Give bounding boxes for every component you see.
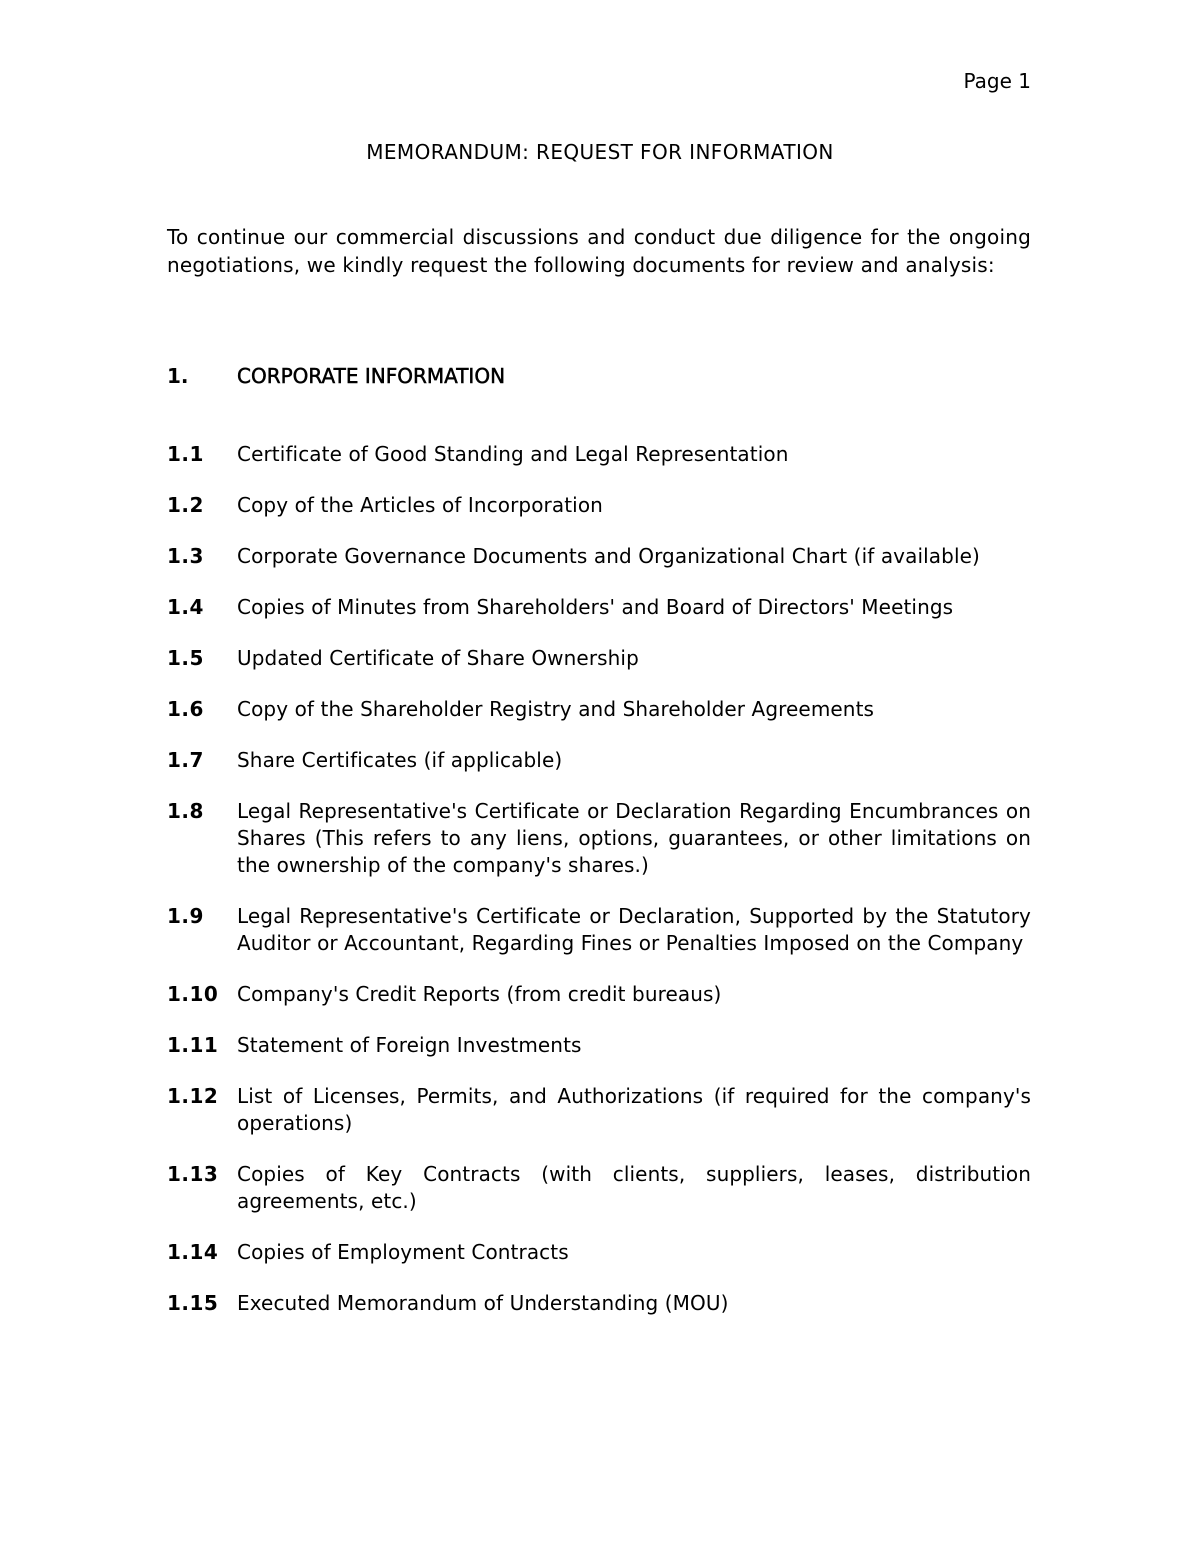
- list-item: [167, 1239, 1031, 1266]
- item-number: 1.11: [167, 1033, 219, 1057]
- item-number: 1.12: [167, 1084, 219, 1108]
- list-item: [167, 696, 1031, 723]
- item-text: Certificate of Good Standing and Legal Representation: [237, 442, 789, 466]
- request-item-list: [167, 441, 1031, 1341]
- item-number: 1.5: [167, 646, 204, 670]
- list-item: [167, 798, 1031, 879]
- section-number: 1.: [167, 364, 189, 388]
- item-text: Updated Certificate of Share Ownership: [237, 646, 639, 670]
- item-text: Legal Representative's Certificate or Declaration Regarding Encumbrances on Shares (This refers to any liens, options, guarantees, or other limitations on the ownership of the company's shares.): [237, 799, 1031, 877]
- intro-paragraph: To continue our commercial discussions and conduct due diligence for the ongoing negotiations, we kindly request the following documents for review and analysis:: [167, 225, 1031, 277]
- item-number: 1.13: [167, 1162, 219, 1186]
- list-item: [167, 903, 1031, 957]
- list-item: [167, 747, 1031, 774]
- item-text: Copy of the Articles of Incorporation: [237, 493, 603, 517]
- item-text: Copies of Minutes from Shareholders' and Board of Directors' Meetings: [237, 595, 954, 619]
- document-title: MEMORANDUM: REQUEST FOR INFORMATION: [366, 140, 834, 164]
- page-number: Page 1: [963, 69, 1031, 93]
- list-item: [167, 645, 1031, 672]
- list-item: [167, 1083, 1031, 1137]
- section-title: CORPORATE INFORMATION: [237, 364, 506, 388]
- item-text: Legal Representative's Certificate or Declaration, Supported by the Statutory Auditor or Accountant, Regarding Fines or Penalties Imposed on the Company: [237, 904, 1031, 955]
- item-number: 1.14: [167, 1240, 219, 1264]
- list-item: [167, 981, 1031, 1008]
- section-heading: [167, 363, 505, 389]
- item-text: List of Licenses, Permits, and Authorizations (if required for the company's operations): [237, 1084, 1031, 1135]
- item-number: 1.8: [167, 799, 204, 823]
- item-number: 1.1: [167, 442, 204, 466]
- item-number: 1.3: [167, 544, 204, 568]
- item-text: Corporate Governance Documents and Organizational Chart (if available): [237, 544, 980, 568]
- item-text: Statement of Foreign Investments: [237, 1033, 582, 1057]
- list-item: [167, 441, 1031, 468]
- item-text: Copies of Employment Contracts: [237, 1240, 569, 1264]
- list-item: [167, 1032, 1031, 1059]
- item-number: 1.9: [167, 904, 204, 928]
- item-text: Copies of Key Contracts (with clients, suppliers, leases, distribution agreements, etc.): [237, 1162, 1031, 1213]
- item-number: 1.6: [167, 697, 204, 721]
- item-number: 1.7: [167, 748, 204, 772]
- item-text: Copy of the Shareholder Registry and Shareholder Agreements: [237, 697, 875, 721]
- list-item: [167, 594, 1031, 621]
- item-text: Company's Credit Reports (from credit bureaus): [237, 982, 722, 1006]
- list-item: [167, 1290, 1031, 1317]
- item-number: 1.4: [167, 595, 204, 619]
- list-item: [167, 1161, 1031, 1215]
- item-text: Share Certificates (if applicable): [237, 748, 563, 772]
- list-item: [167, 543, 1031, 570]
- item-number: 1.2: [167, 493, 204, 517]
- item-number: 1.10: [167, 982, 219, 1006]
- item-number: 1.15: [167, 1291, 219, 1315]
- list-item: [167, 492, 1031, 519]
- item-text: Executed Memorandum of Understanding (MOU): [237, 1291, 729, 1315]
